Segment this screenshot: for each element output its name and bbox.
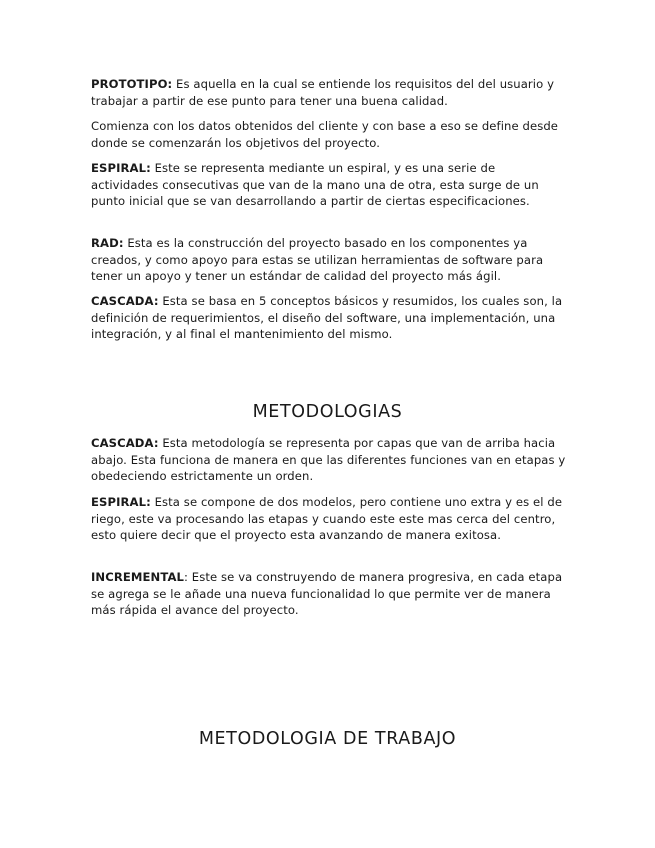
term-cascada: CASCADA: — [91, 436, 159, 450]
paragraph-cascada-intro — [91, 293, 566, 343]
term-prototipo: PROTOTIPO: — [91, 77, 173, 91]
term-espiral: ESPIRAL: — [91, 495, 151, 509]
heading-metodologia-de-trabajo: METODOLOGIA DE TRABAJO — [198, 729, 457, 749]
text-cascada: Esta metodología se representa por capas que van de arriba hacia abajo. Esta funciona de manera en que las diferentes funciones van en etapas y obedeciendo estrictamente un orden. — [91, 436, 566, 483]
text-comienza: Comienza con los datos obtenidos del cliente y con base a eso se define desde donde se comenzarán los objetivos del proyecto. — [91, 119, 559, 150]
term-rad: RAD: — [91, 236, 124, 250]
paragraph-espiral-intro — [91, 160, 566, 210]
paragraph-prototipo — [91, 76, 566, 109]
paragraph-comienza — [91, 118, 566, 151]
text-espiral-intro: Este se representa mediante un espiral, y es una serie de actividades consecutivas que van de la mano una de otra, esta surge de un punto inicial que se van desarrollando a partir de ciertas especificaciones. — [91, 161, 539, 208]
term-cascada-intro: CASCADA: — [91, 294, 159, 308]
text-cascada-intro: Esta se basa en 5 conceptos básicos y resumidos, los cuales son, la definición de requerimientos, el diseño del software, una implementación, una integración, y al final el mantenimiento del mismo. — [91, 294, 563, 341]
paragraph-rad — [91, 235, 566, 285]
paragraph-espiral — [91, 494, 566, 544]
heading-metodologias: METODOLOGIAS — [252, 402, 403, 422]
text-prototipo: Es aquella en la cual se entiende los requisitos del del usuario y trabajar a partir de ese punto para tener una buena calidad. — [91, 77, 555, 108]
paragraph-cascada — [91, 435, 566, 485]
term-incremental: INCREMENTAL — [91, 570, 185, 584]
paragraph-incremental — [91, 569, 566, 619]
text-espiral: Esta se compone de dos modelos, pero contiene uno extra y es el de riego, este va procesando las etapas y cuando este este mas cerca del centro, esto quiere decir que el proyecto esta avanzando de manera exitosa. — [91, 495, 563, 542]
text-incremental: : Este se va construyendo de manera progresiva, en cada etapa se agrega se le añade una nueva funcionalidad lo que permite ver de manera más rápida el avance del proyecto. — [91, 570, 563, 617]
term-espiral-intro: ESPIRAL: — [91, 161, 151, 175]
text-rad: Esta es la construcción del proyecto basado en los componentes ya creados, y como apoyo para estas se utilizan herramientas de software para tener un apoyo y tener un estándar de calidad del proyecto más ágil. — [91, 236, 544, 283]
